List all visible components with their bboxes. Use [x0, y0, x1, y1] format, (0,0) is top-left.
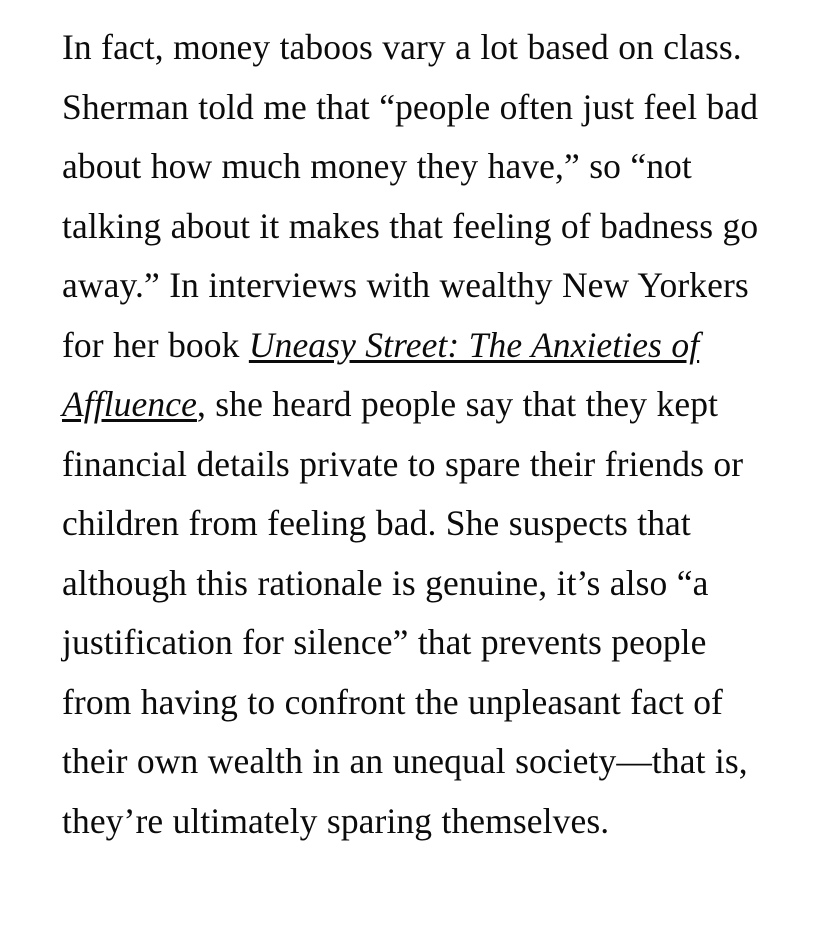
article-paragraph: [62, 18, 766, 851]
book-title-citation: Uneasy Street: The Anxieties of Affluence: [62, 324, 700, 424]
paragraph-trailing-text: , she heard people say that they kept financial details private to spare their friends or children from feeling bad. She suspects that although this rationale is genuine, it’s also “a justification for silence” that prevents people from having to confront the unpleasant fact of their own wealth in an unequal society—that is, they’re ultimately sparing themselves.: [62, 384, 748, 841]
paragraph-lead-text: In fact, money taboos vary a lot based on class. Sherman told me that “people often just feel bad about how much money they have,” so “not talking about it makes that feeling of badness go away.” In interviews with wealthy New Yorkers for her book: [62, 27, 759, 365]
